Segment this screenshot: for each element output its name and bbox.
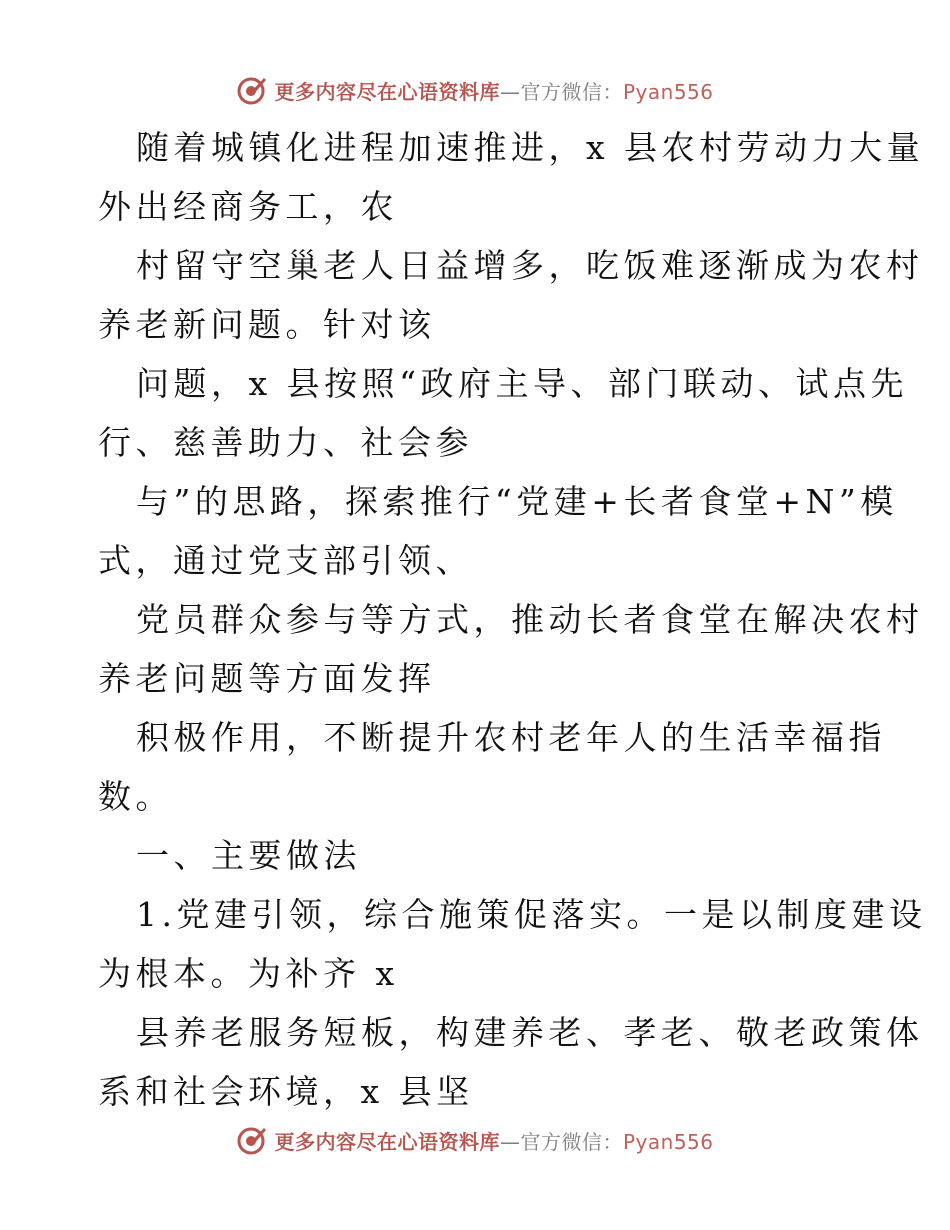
paragraph-line: 数。	[98, 777, 173, 816]
quill-seal-icon	[236, 74, 268, 106]
quill-seal-icon	[236, 1124, 268, 1156]
watermark-wechat-id: Pyan556	[622, 1129, 714, 1154]
paragraph-line: 问题，x 县按照“政府主导、部门联动、试点先	[136, 364, 908, 403]
paragraph-line: 外出经商务工，农	[98, 187, 398, 226]
paragraph-line: 1.党建引领，综合施策促落实。一是以制度建设	[136, 895, 927, 934]
paragraph-line: 式，通过党支部引领、	[98, 541, 473, 580]
paragraph-line: 养老问题等方面发挥	[98, 659, 436, 698]
paragraph-line: 系和社会环境，x 县坚	[98, 1072, 474, 1111]
paragraph-line: 行、慈善助力、社会参	[98, 423, 473, 462]
document-body	[98, 118, 927, 1121]
paragraph-line: 与”的思路，探索推行“党建+长者食堂+N”模	[136, 482, 898, 521]
paragraph-line: 养老新问题。针对该	[98, 305, 436, 344]
paragraph-line: 党员群众参与等方式，推动长者食堂在解决农村	[136, 600, 924, 639]
watermark-official-label: 官方微信：	[520, 1129, 623, 1154]
footer-watermark	[0, 1122, 950, 1158]
paragraph-line: 随着城镇化进程加速推进，x 县农村劳动力大量	[136, 128, 925, 167]
watermark-brand: 更多内容尽在心语资料库	[274, 1129, 500, 1154]
paragraph-line: 积极作用，不断提升农村老年人的生活幸福指	[136, 718, 886, 757]
paragraph-line: 为根本。为补齐 x	[98, 954, 399, 993]
watermark-separator: —	[499, 79, 521, 104]
watermark-text	[274, 1126, 713, 1155]
section-heading: 一、主要做法	[136, 836, 361, 875]
watermark-official-label: 官方微信：	[520, 79, 623, 104]
header-watermark	[0, 72, 950, 108]
paragraph-line: 村留守空巢老人日益增多，吃饭难逐渐成为农村	[136, 246, 924, 285]
watermark-separator: —	[499, 1129, 521, 1154]
paragraph-line: 县养老服务短板，构建养老、孝老、敬老政策体	[136, 1013, 924, 1052]
watermark-wechat-id: Pyan556	[622, 79, 714, 104]
watermark-brand: 更多内容尽在心语资料库	[274, 79, 500, 104]
watermark-text	[274, 76, 713, 105]
